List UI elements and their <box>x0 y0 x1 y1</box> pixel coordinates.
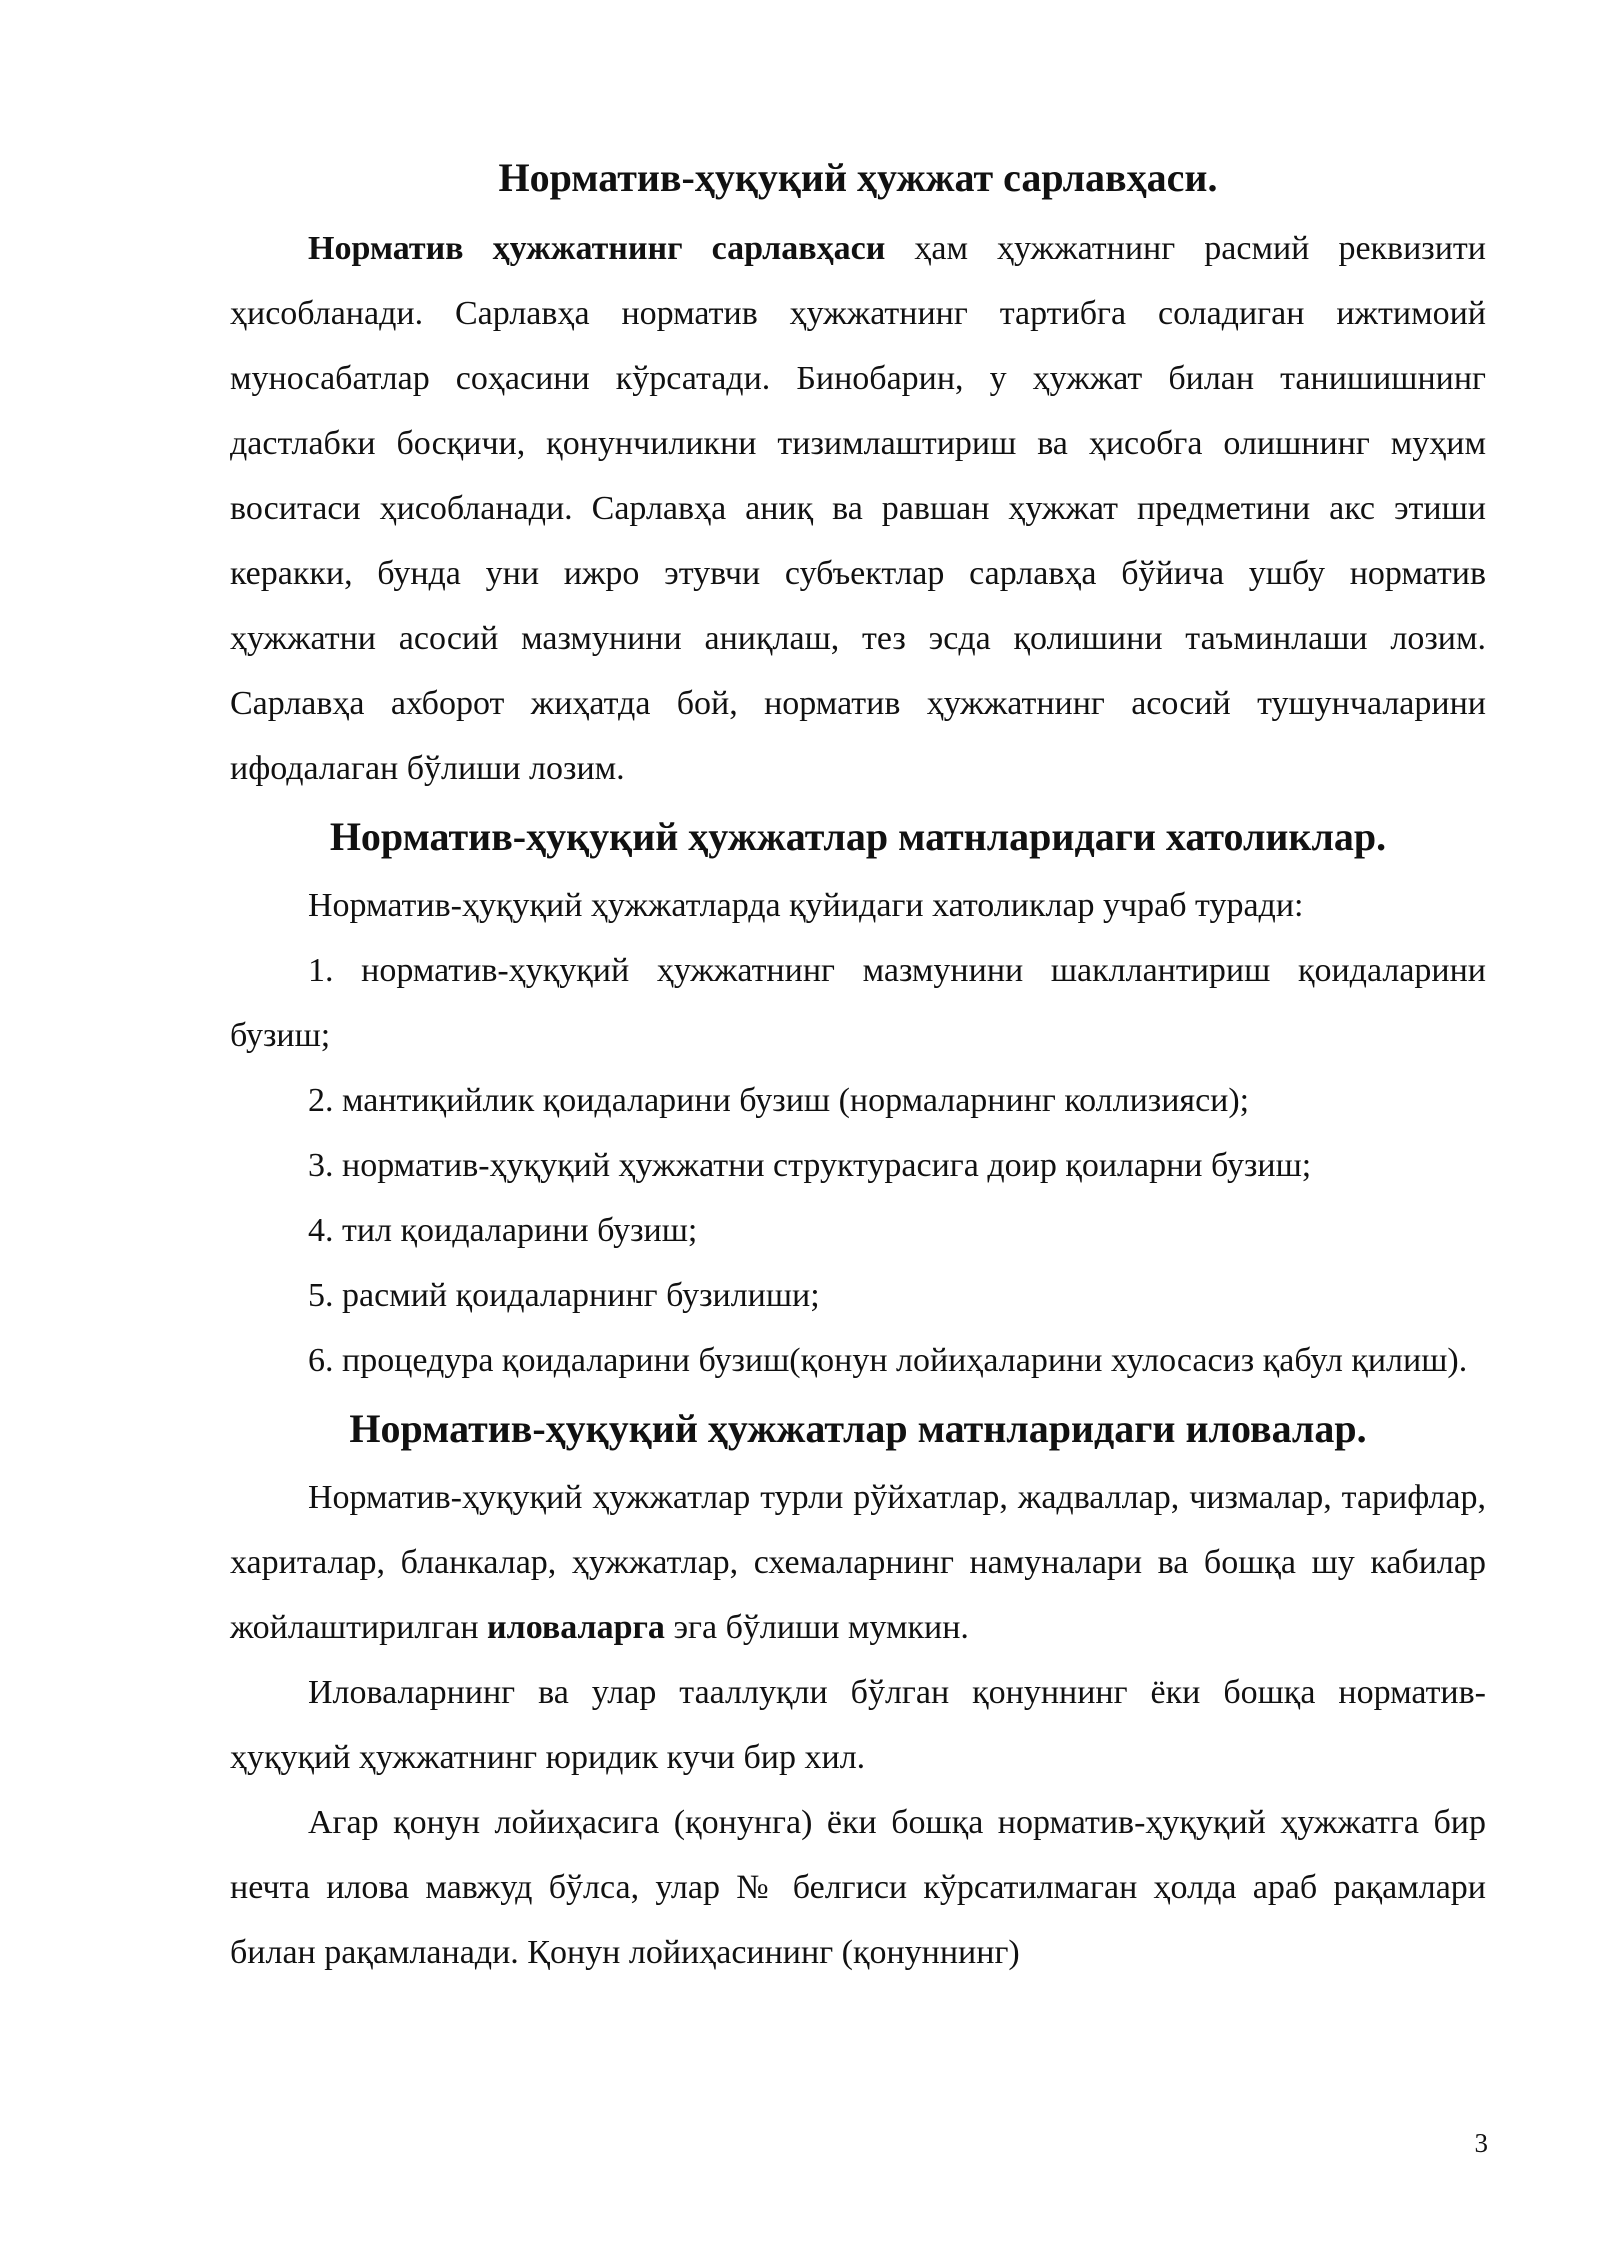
paragraph-appendices-intro <box>230 1465 1486 1660</box>
paragraph-appendices-legal-force: Иловаларнинг ва улар тааллуқли бўлган қонуннинг ёки бошқа норматив-ҳуқуқий ҳужжатнинг юридик кучи бир хил. <box>230 1674 1486 1776</box>
list-item: 4. тил қоидаларини бузиш; <box>308 1212 698 1249</box>
list-item: 3. норматив-ҳуқуқий ҳужжатни структурасига доир қоиларни бузиш; <box>308 1147 1312 1184</box>
list-item: 6. процедура қоидаларини бузиш(қонун лойиҳаларини хулосасиз қабул қилиш). <box>308 1342 1468 1379</box>
paragraph-errors-intro: Норматив-ҳуқуқий ҳужжатларда қуйидаги хатоликлар учраб туради: <box>308 887 1304 924</box>
paragraph-appendices-numbering: Агар қонун лойиҳасига (қонунга) ёки бошқа норматив-ҳуқуқий ҳужжатга бир нечта илова мавжуд бўлса, улар № белгиси кўрсатилмаган ҳолда араб рақамлари билан рақамланади. Қонун лойиҳасининг (қонуннинг) <box>230 1804 1486 1971</box>
section-heading-appendices: Норматив-ҳуқуқий ҳужжатлар матнларидаги иловалар. <box>349 1406 1367 1451</box>
page-number: 3 <box>1474 2128 1488 2158</box>
document-page <box>230 150 1486 1985</box>
section-heading-errors: Норматив-ҳуқуқий ҳужжатлар матнларидаги хатоликлар. <box>329 814 1387 859</box>
errors-list <box>230 938 1486 1393</box>
paragraph-text: ҳам ҳужжатнинг расмий реквизити ҳисобланади. Сарлавҳа норматив ҳужжатнинг тартибга соладиган ижтимоий муносабатлар соҳасини кўрсатади. Бинобарин, у ҳужжат билан танишишнинг дастлабки босқичи, қонунчиликни тизимлаштириш ва ҳисобга олишнинг муҳим воситаси ҳисобланади. Сарлавҳа аниқ ва равшан ҳужжат предметини акс этиши керакки, бунда уни ижро этувчи субъектлар сарлавҳа бўйича ушбу норматив ҳужжатни асосий мазмунини аниқлаш, тез эсда қолишини таъминлаши лозим. Сарлавҳа ахборот жиҳатда бой, норматив ҳужжатнинг асосий тушунчаларини ифодалаган бўлиши лозим. <box>230 230 1486 787</box>
bold-term: Норматив ҳужжатнинг сарлавҳаси <box>308 230 886 267</box>
list-item: 5. расмий қоидаларнинг бузилиши; <box>308 1277 820 1314</box>
list-item: 1. норматив-ҳуқуқий ҳужжатнинг мазмунини шакллантириш қоидаларини бузиш; <box>230 952 1486 1054</box>
list-item: 2. мантиқийлик қоидаларини бузиш (нормаларнинг коллизияси); <box>308 1082 1250 1119</box>
section-heading-title: Норматив-ҳуқуқий ҳужжат сарлавҳаси. <box>498 155 1218 200</box>
paragraph-title-definition <box>230 216 1486 801</box>
paragraph-text: эга бўлиши мумкин. <box>664 1609 969 1646</box>
paragraph-text: Норматив-ҳуқуқий ҳужжатлар турли рўйхатлар, жадваллар, чизмалар, тарифлар, хариталар, бланкалар, ҳужжатлар, схемаларнинг намуналари ва бошқа шу кабилар жойлаштирилган <box>230 1479 1486 1646</box>
bold-term: иловаларга <box>487 1609 665 1646</box>
